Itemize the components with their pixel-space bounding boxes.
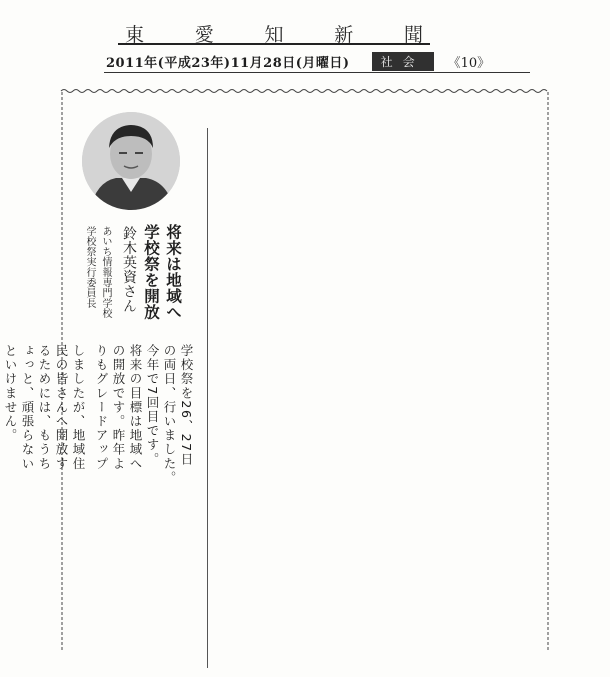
masthead-char: 聞	[403, 24, 425, 46]
dateline-rule	[104, 72, 530, 73]
article-headline: 将来は地域へ 学校祭を開放	[142, 224, 182, 320]
interviewee-affiliation: あいち情報専門学校 学校祭実行委員長	[84, 226, 111, 319]
publication-date: 2011年(平成23年)11月28日(月曜日)	[106, 55, 350, 71]
masthead-char: 愛	[194, 24, 216, 46]
masthead-char: 知	[264, 24, 286, 46]
column-rule	[207, 128, 208, 668]
article-column-1: 学校祭を26、27日 の両日、行いました。 今年で7回目です。 将来の目標は地域へ の開放です。昨年よ りもグレードアップ	[94, 344, 194, 485]
masthead-char: 新	[334, 24, 356, 46]
interviewee-name: 鈴木英資さん	[121, 226, 137, 313]
article-column-2: しましたが、地域住 民の皆さんへ開放す るためには、もうち ょっと、頑張らない といけません。	[3, 344, 86, 471]
portrait-photo	[82, 112, 180, 210]
dateline	[106, 52, 526, 70]
masthead-rule	[118, 43, 430, 45]
page-number: 《10》	[447, 55, 491, 71]
section-badge: 社会	[372, 52, 434, 71]
masthead-char: 東	[125, 24, 147, 46]
